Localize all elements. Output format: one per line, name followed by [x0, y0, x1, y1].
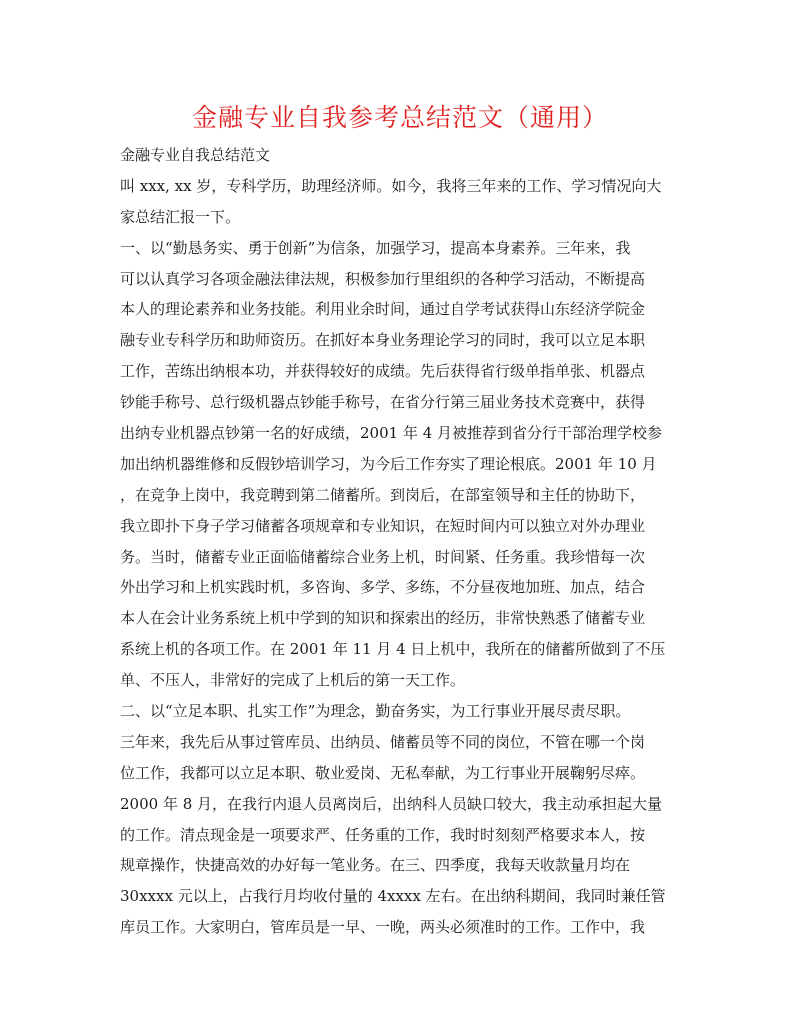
- body-line: 本人在会计业务系统上机中学到的知识和探索出的经历，非常快熟悉了储蓄专业: [120, 609, 646, 628]
- body-line: 位工作，我都可以立足本职、敬业爱岗、无私奉献，为工行事业开展鞠躬尽瘁。: [120, 763, 646, 782]
- body-line: 外出学习和上机实践时机，多咨询、多学、多练，不分昼夜地加班、加点，结合: [120, 578, 646, 597]
- body-line: 融专业专科学历和助师资历。在抓好本身业务理论学习的同时，我可以立足本职: [120, 331, 646, 350]
- body-line: 出纳专业机器点钞第一名的好成绩，2001 年 4 月被推荐到省分行干部治理学校参: [120, 424, 663, 443]
- body-line: 本人的理论素养和业务技能。利用业余时间，通过自学考试获得山东经济学院金: [120, 300, 646, 319]
- body-line: 加出纳机器维修和反假钞培训学习，为今后工作夯实了理论根底。2001 年 10 月: [120, 454, 657, 473]
- body-line: 家总结汇报一下。: [120, 207, 241, 226]
- body-line: 的工作。清点现金是一项要求严、任务重的工作，我时时刻刻严格要求本人，按: [120, 825, 646, 844]
- body-line: 库员工作。大家明白，管库员是一早、一晚，两头必须准时的工作。工作中，我: [120, 918, 646, 937]
- body-line: 一、以“勤恳务实、勇于创新”为信条，加强学习，提高本身素养。三年来，我: [120, 238, 631, 257]
- body-line: 二、以“立足本职、扎实工作”为理念，勤奋务实，为工行事业开展尽责尽职。: [120, 702, 631, 721]
- body-line: 工作，苦练出纳根本功，并获得较好的成绩。先后获得省行级单指单张、机器点: [120, 362, 646, 381]
- body-line: 30xxxx 元以上，占我行月均收付量的 4xxxx 左右。在出纳科期间，我同时兼任管: [120, 887, 666, 906]
- document-subtitle: 金融专业自我总结范文: [120, 146, 271, 164]
- document-title: 金融专业自我参考总结范文（通用）: [191, 103, 608, 132]
- body-line: 钞能手称号、总行级机器点钞能手称号，在省分行第三届业务技术竞赛中，获得: [120, 393, 646, 412]
- body-line: 系统上机的各项工作。在 2001 年 11 月 4 日上机中，我所在的储蓄所做到了不压: [120, 640, 666, 659]
- body-line: 叫 xxx, xx 岁，专科学历，助理经济师。如今，我将三年来的工作、学习情况向大: [120, 176, 662, 195]
- body-line: 2000 年 8 月，在我行内退人员离岗后，出纳科人员缺口较大，我主动承担起大量: [120, 794, 663, 813]
- body-line: 三年来，我先后从事过管库员、出纳员、储蓄员等不同的岗位，不管在哪一个岗: [120, 732, 646, 751]
- body-line: 单、不压人，非常好的完成了上机后的第一天工作。: [120, 671, 466, 690]
- body-line: ，在竞争上岗中，我竞聘到第二储蓄所。到岗后，在部室领导和主任的协助下，: [120, 485, 646, 504]
- body-line: 规章操作，快捷高效的办好每一笔业务。在三、四季度，我每天收款量月均在: [120, 856, 631, 875]
- body-line: 可以认真学习各项金融法律法规，积极参加行里组织的各种学习活动，不断提高: [120, 269, 646, 288]
- body-line: 我立即扑下身子学习储蓄各项规章和专业知识，在短时间内可以独立对外办理业: [120, 516, 646, 535]
- document-body: [120, 140, 690, 943]
- body-line: 务。当时，储蓄专业正面临储蓄综合业务上机，时间紧、任务重。我珍惜每一次: [120, 547, 646, 566]
